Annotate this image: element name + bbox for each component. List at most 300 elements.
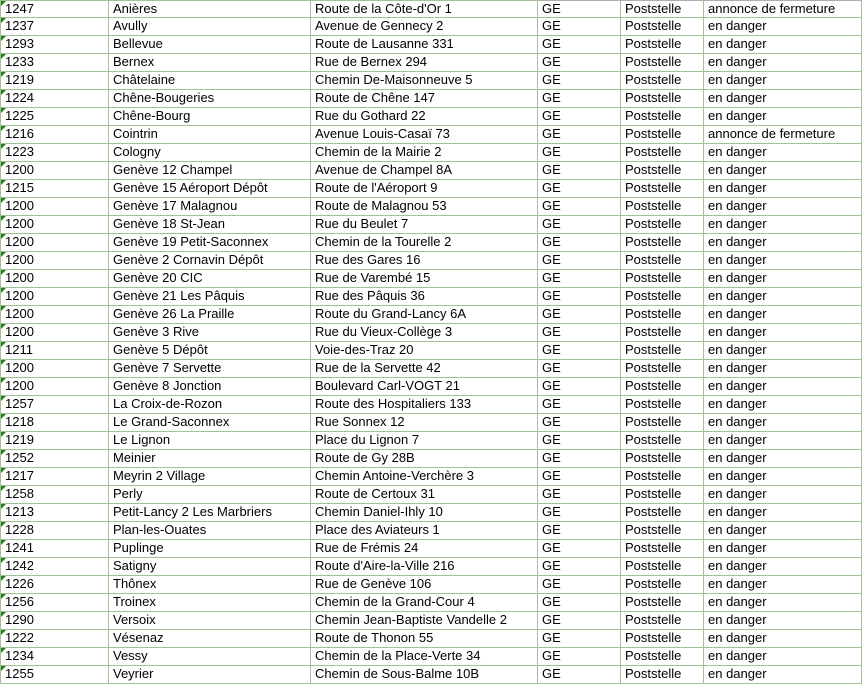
status-value: en danger [708, 612, 767, 627]
canton-cell[interactable] [537, 126, 620, 144]
address-value: Chemin De-Maisonneuve 5 [315, 72, 473, 87]
status-cell[interactable] [703, 576, 862, 594]
status-cell[interactable] [703, 234, 862, 252]
status-cell[interactable] [703, 342, 862, 360]
office-type-value: Poststelle [625, 324, 682, 339]
postal-code-cell[interactable] [0, 0, 108, 18]
address-cell[interactable] [310, 234, 537, 252]
canton-value: GE [542, 648, 561, 663]
status-cell[interactable] [703, 126, 862, 144]
postal-code-cell[interactable] [0, 540, 108, 558]
postal-code-cell[interactable] [0, 396, 108, 414]
office-type-cell[interactable] [620, 612, 703, 630]
office-type-cell[interactable] [620, 18, 703, 36]
status-cell[interactable] [703, 450, 862, 468]
address-cell[interactable] [310, 180, 537, 198]
address-cell[interactable] [310, 162, 537, 180]
address-value: Chemin de Sous-Balme 10B [315, 666, 480, 681]
address-cell[interactable] [310, 504, 537, 522]
status-cell[interactable] [703, 648, 862, 666]
locality-cell[interactable] [108, 414, 310, 432]
address-value: Chemin de la Place-Verte 34 [315, 648, 481, 663]
office-type-cell[interactable] [620, 0, 703, 18]
office-type-cell[interactable] [620, 306, 703, 324]
postal-code-value: 1200 [5, 234, 34, 249]
postal-code-cell[interactable] [0, 54, 108, 72]
locality-value: Genève 21 Les Pâquis [113, 288, 245, 303]
office-type-cell[interactable] [620, 162, 703, 180]
locality-cell[interactable] [108, 612, 310, 630]
address-cell[interactable] [310, 306, 537, 324]
address-value: Avenue de Gennecy 2 [315, 18, 444, 33]
postal-code-cell[interactable] [0, 306, 108, 324]
locality-value: Chêne-Bourg [113, 108, 191, 123]
canton-value: GE [542, 18, 561, 33]
postal-code-cell[interactable] [0, 486, 108, 504]
locality-cell[interactable] [108, 324, 310, 342]
office-type-value: Poststelle [625, 414, 682, 429]
postal-code-value: 1234 [5, 648, 34, 663]
status-cell[interactable] [703, 198, 862, 216]
address-cell[interactable] [310, 630, 537, 648]
office-type-value: Poststelle [625, 216, 682, 231]
office-type-cell[interactable] [620, 468, 703, 486]
office-type-cell[interactable] [620, 252, 703, 270]
locality-cell[interactable] [108, 270, 310, 288]
office-type-cell[interactable] [620, 504, 703, 522]
canton-cell[interactable] [537, 432, 620, 450]
postal-code-cell[interactable] [0, 216, 108, 234]
address-cell[interactable] [310, 612, 537, 630]
postal-code-cell[interactable] [0, 378, 108, 396]
canton-cell[interactable] [537, 342, 620, 360]
postal-code-cell[interactable] [0, 450, 108, 468]
office-type-value: Poststelle [625, 234, 682, 249]
postal-code-value: 1223 [5, 144, 34, 159]
status-cell[interactable] [703, 378, 862, 396]
postal-code-value: 1200 [5, 378, 34, 393]
locality-cell[interactable] [108, 72, 310, 90]
locality-cell[interactable] [108, 576, 310, 594]
address-cell[interactable] [310, 414, 537, 432]
status-value: en danger [708, 162, 767, 177]
canton-cell[interactable] [537, 234, 620, 252]
canton-cell[interactable] [537, 54, 620, 72]
office-type-cell[interactable] [620, 198, 703, 216]
office-type-cell[interactable] [620, 522, 703, 540]
postal-code-cell[interactable] [0, 270, 108, 288]
canton-cell[interactable] [537, 144, 620, 162]
postal-code-cell[interactable] [0, 558, 108, 576]
postal-code-cell[interactable] [0, 648, 108, 666]
address-cell[interactable] [310, 90, 537, 108]
status-cell[interactable] [703, 270, 862, 288]
text-format-warning-triangle-icon [1, 522, 6, 527]
address-cell[interactable] [310, 126, 537, 144]
address-value: Route de Chêne 147 [315, 90, 435, 105]
status-cell[interactable] [703, 540, 862, 558]
locality-value: Perly [113, 486, 143, 501]
address-value: Rue Sonnex 12 [315, 414, 405, 429]
postal-code-cell[interactable] [0, 234, 108, 252]
office-type-cell[interactable] [620, 90, 703, 108]
locality-cell[interactable] [108, 432, 310, 450]
address-cell[interactable] [310, 108, 537, 126]
locality-cell[interactable] [108, 396, 310, 414]
canton-cell[interactable] [537, 306, 620, 324]
status-cell[interactable] [703, 0, 862, 18]
office-type-cell[interactable] [620, 108, 703, 126]
canton-cell[interactable] [537, 576, 620, 594]
office-type-cell[interactable] [620, 540, 703, 558]
office-type-cell[interactable] [620, 576, 703, 594]
address-cell[interactable] [310, 144, 537, 162]
locality-cell[interactable] [108, 306, 310, 324]
postal-code-cell[interactable] [0, 432, 108, 450]
locality-cell[interactable] [108, 342, 310, 360]
office-type-cell[interactable] [620, 666, 703, 684]
canton-value: GE [542, 288, 561, 303]
postal-code-cell[interactable] [0, 414, 108, 432]
office-type-cell[interactable] [620, 414, 703, 432]
locality-cell[interactable] [108, 666, 310, 684]
address-cell[interactable] [310, 252, 537, 270]
office-type-cell[interactable] [620, 360, 703, 378]
office-type-value: Poststelle [625, 504, 682, 519]
canton-cell[interactable] [537, 522, 620, 540]
office-type-cell[interactable] [620, 288, 703, 306]
office-type-cell[interactable] [620, 558, 703, 576]
postal-code-cell[interactable] [0, 504, 108, 522]
office-type-cell[interactable] [620, 180, 703, 198]
address-cell[interactable] [310, 198, 537, 216]
locality-value: Thônex [113, 576, 157, 591]
office-type-cell[interactable] [620, 378, 703, 396]
postal-code-cell[interactable] [0, 18, 108, 36]
office-type-cell[interactable] [620, 36, 703, 54]
canton-cell[interactable] [537, 504, 620, 522]
canton-value: GE [542, 306, 561, 321]
address-cell[interactable] [310, 18, 537, 36]
canton-cell[interactable] [537, 558, 620, 576]
text-format-warning-triangle-icon [1, 108, 6, 113]
canton-cell[interactable] [537, 252, 620, 270]
address-cell[interactable] [310, 72, 537, 90]
locality-cell[interactable] [108, 108, 310, 126]
canton-cell[interactable] [537, 72, 620, 90]
status-cell[interactable] [703, 252, 862, 270]
address-cell[interactable] [310, 54, 537, 72]
locality-cell[interactable] [108, 144, 310, 162]
postal-code-cell[interactable] [0, 630, 108, 648]
postal-code-cell[interactable] [0, 576, 108, 594]
locality-cell[interactable] [108, 198, 310, 216]
canton-cell[interactable] [537, 18, 620, 36]
postal-code-cell[interactable] [0, 108, 108, 126]
status-cell[interactable] [703, 216, 862, 234]
office-type-value: Poststelle [625, 648, 682, 663]
locality-cell[interactable] [108, 648, 310, 666]
address-value: Rue de Varembé 15 [315, 270, 431, 285]
locality-cell[interactable] [108, 180, 310, 198]
status-cell[interactable] [703, 18, 862, 36]
office-type-cell[interactable] [620, 72, 703, 90]
canton-value: GE [542, 144, 561, 159]
postal-code-cell[interactable] [0, 522, 108, 540]
address-value: Rue du Gothard 22 [315, 108, 426, 123]
office-type-cell[interactable] [620, 648, 703, 666]
office-type-cell[interactable] [620, 54, 703, 72]
office-type-cell[interactable] [620, 630, 703, 648]
canton-cell[interactable] [537, 216, 620, 234]
locality-cell[interactable] [108, 450, 310, 468]
canton-cell[interactable] [537, 540, 620, 558]
canton-cell[interactable] [537, 378, 620, 396]
postal-code-value: 1219 [5, 432, 34, 447]
address-cell[interactable] [310, 432, 537, 450]
canton-cell[interactable] [537, 468, 620, 486]
postal-code-cell[interactable] [0, 72, 108, 90]
canton-cell[interactable] [537, 612, 620, 630]
status-value: en danger [708, 252, 767, 267]
status-cell[interactable] [703, 144, 862, 162]
locality-cell[interactable] [108, 522, 310, 540]
office-type-cell[interactable] [620, 396, 703, 414]
office-type-cell[interactable] [620, 234, 703, 252]
status-cell[interactable] [703, 108, 862, 126]
status-cell[interactable] [703, 90, 862, 108]
office-type-cell[interactable] [620, 432, 703, 450]
locality-value: La Croix-de-Rozon [113, 396, 223, 411]
locality-cell[interactable] [108, 252, 310, 270]
address-cell[interactable] [310, 486, 537, 504]
address-cell[interactable] [310, 558, 537, 576]
address-cell[interactable] [310, 576, 537, 594]
status-cell[interactable] [703, 180, 862, 198]
locality-cell[interactable] [108, 0, 310, 18]
status-cell[interactable] [703, 432, 862, 450]
locality-cell[interactable] [108, 36, 310, 54]
locality-value: Genève 8 Jonction [113, 378, 222, 393]
address-cell[interactable] [310, 648, 537, 666]
canton-cell[interactable] [537, 288, 620, 306]
status-cell[interactable] [703, 54, 862, 72]
office-type-cell[interactable] [620, 270, 703, 288]
locality-cell[interactable] [108, 288, 310, 306]
canton-cell[interactable] [537, 396, 620, 414]
postal-code-cell[interactable] [0, 666, 108, 684]
canton-cell[interactable] [537, 90, 620, 108]
postal-code-cell[interactable] [0, 90, 108, 108]
office-type-cell[interactable] [620, 486, 703, 504]
status-value: en danger [708, 216, 767, 231]
address-cell[interactable] [310, 594, 537, 612]
postal-code-cell[interactable] [0, 198, 108, 216]
locality-value: Chêne-Bougeries [113, 90, 215, 105]
canton-cell[interactable] [537, 36, 620, 54]
locality-value: Petit-Lancy 2 Les Marbriers [113, 504, 272, 519]
address-cell[interactable] [310, 288, 537, 306]
address-cell[interactable] [310, 396, 537, 414]
canton-cell[interactable] [537, 162, 620, 180]
canton-value: GE [542, 234, 561, 249]
address-cell[interactable] [310, 36, 537, 54]
postal-code-value: 1200 [5, 270, 34, 285]
postal-code-value: 1200 [5, 306, 34, 321]
status-cell[interactable] [703, 594, 862, 612]
status-cell[interactable] [703, 630, 862, 648]
status-cell[interactable] [703, 486, 862, 504]
canton-cell[interactable] [537, 450, 620, 468]
status-value: annonce de fermeture [708, 0, 836, 16]
postal-code-cell[interactable] [0, 468, 108, 486]
address-cell[interactable] [310, 468, 537, 486]
status-cell[interactable] [703, 414, 862, 432]
locality-cell[interactable] [108, 468, 310, 486]
office-type-value: Poststelle [625, 540, 682, 555]
address-cell[interactable] [310, 522, 537, 540]
postal-code-cell[interactable] [0, 162, 108, 180]
postal-code-value: 1215 [5, 180, 34, 195]
locality-cell[interactable] [108, 486, 310, 504]
postal-code-cell[interactable] [0, 594, 108, 612]
locality-cell[interactable] [108, 378, 310, 396]
text-format-warning-triangle-icon [1, 612, 6, 617]
canton-cell[interactable] [537, 270, 620, 288]
canton-cell[interactable] [537, 414, 620, 432]
postal-code-cell[interactable] [0, 342, 108, 360]
status-cell[interactable] [703, 522, 862, 540]
office-type-cell[interactable] [620, 450, 703, 468]
canton-value: GE [542, 378, 561, 393]
locality-cell[interactable] [108, 630, 310, 648]
address-cell[interactable] [310, 216, 537, 234]
address-value: Rue de Genève 106 [315, 576, 432, 591]
status-cell[interactable] [703, 612, 862, 630]
text-format-warning-triangle-icon [1, 90, 6, 95]
locality-value: Genève 15 Aéroport Dépôt [113, 180, 268, 195]
status-cell[interactable] [703, 324, 862, 342]
text-format-warning-triangle-icon [1, 594, 6, 599]
office-type-value: Poststelle [625, 0, 682, 16]
postal-code-cell[interactable] [0, 360, 108, 378]
office-type-cell[interactable] [620, 342, 703, 360]
canton-cell[interactable] [537, 648, 620, 666]
locality-value: Genève 2 Cornavin Dépôt [113, 252, 264, 267]
locality-cell[interactable] [108, 54, 310, 72]
locality-value: Genève 18 St-Jean [113, 216, 226, 231]
locality-cell[interactable] [108, 540, 310, 558]
status-cell[interactable] [703, 288, 862, 306]
status-cell[interactable] [703, 558, 862, 576]
canton-cell[interactable] [537, 198, 620, 216]
canton-cell[interactable] [537, 630, 620, 648]
canton-cell[interactable] [537, 594, 620, 612]
status-cell[interactable] [703, 72, 862, 90]
postal-code-cell[interactable] [0, 126, 108, 144]
canton-cell[interactable] [537, 324, 620, 342]
canton-cell[interactable] [537, 180, 620, 198]
status-value: en danger [708, 342, 767, 357]
canton-value: GE [542, 0, 561, 16]
office-type-cell[interactable] [620, 126, 703, 144]
postal-code-cell[interactable] [0, 612, 108, 630]
postal-code-value: 1200 [5, 288, 34, 303]
postal-code-cell[interactable] [0, 144, 108, 162]
locality-value: Anières [113, 0, 158, 16]
status-cell[interactable] [703, 360, 862, 378]
status-cell[interactable] [703, 666, 862, 684]
locality-cell[interactable] [108, 360, 310, 378]
status-value: en danger [708, 360, 767, 375]
office-type-cell[interactable] [620, 144, 703, 162]
status-value: en danger [708, 36, 767, 51]
postal-code-value: 1247 [5, 0, 34, 16]
postal-code-cell[interactable] [0, 252, 108, 270]
locality-cell[interactable] [108, 558, 310, 576]
status-cell[interactable] [703, 306, 862, 324]
locality-cell[interactable] [108, 90, 310, 108]
locality-cell[interactable] [108, 234, 310, 252]
locality-cell[interactable] [108, 594, 310, 612]
postal-code-value: 1290 [5, 612, 34, 627]
address-cell[interactable] [310, 378, 537, 396]
postal-code-cell[interactable] [0, 288, 108, 306]
address-cell[interactable] [310, 450, 537, 468]
postal-code-cell[interactable] [0, 36, 108, 54]
canton-value: GE [542, 54, 561, 69]
locality-cell[interactable] [108, 18, 310, 36]
postal-code-cell[interactable] [0, 324, 108, 342]
postal-code-value: 1225 [5, 108, 34, 123]
text-format-warning-triangle-icon [1, 396, 6, 401]
address-cell[interactable] [310, 324, 537, 342]
address-cell[interactable] [310, 540, 537, 558]
canton-cell[interactable] [537, 108, 620, 126]
text-format-warning-triangle-icon [1, 288, 6, 293]
postal-code-cell[interactable] [0, 180, 108, 198]
locality-cell[interactable] [108, 504, 310, 522]
office-type-cell[interactable] [620, 216, 703, 234]
canton-cell[interactable] [537, 360, 620, 378]
locality-cell[interactable] [108, 162, 310, 180]
address-cell[interactable] [310, 360, 537, 378]
locality-cell[interactable] [108, 216, 310, 234]
canton-cell[interactable] [537, 666, 620, 684]
address-cell[interactable] [310, 666, 537, 684]
office-type-value: Poststelle [625, 72, 682, 87]
office-type-cell[interactable] [620, 324, 703, 342]
office-type-cell[interactable] [620, 594, 703, 612]
canton-cell[interactable] [537, 0, 620, 18]
status-cell[interactable] [703, 504, 862, 522]
address-value: Chemin Daniel-Ihly 10 [315, 504, 443, 519]
canton-cell[interactable] [537, 486, 620, 504]
address-cell[interactable] [310, 342, 537, 360]
status-cell[interactable] [703, 36, 862, 54]
postal-code-value: 1226 [5, 576, 34, 591]
status-cell[interactable] [703, 468, 862, 486]
office-type-value: Poststelle [625, 270, 682, 285]
office-type-value: Poststelle [625, 144, 682, 159]
status-cell[interactable] [703, 396, 862, 414]
address-cell[interactable] [310, 0, 537, 18]
postal-code-value: 1213 [5, 504, 34, 519]
status-cell[interactable] [703, 162, 862, 180]
address-cell[interactable] [310, 270, 537, 288]
canton-value: GE [542, 540, 561, 555]
locality-cell[interactable] [108, 126, 310, 144]
